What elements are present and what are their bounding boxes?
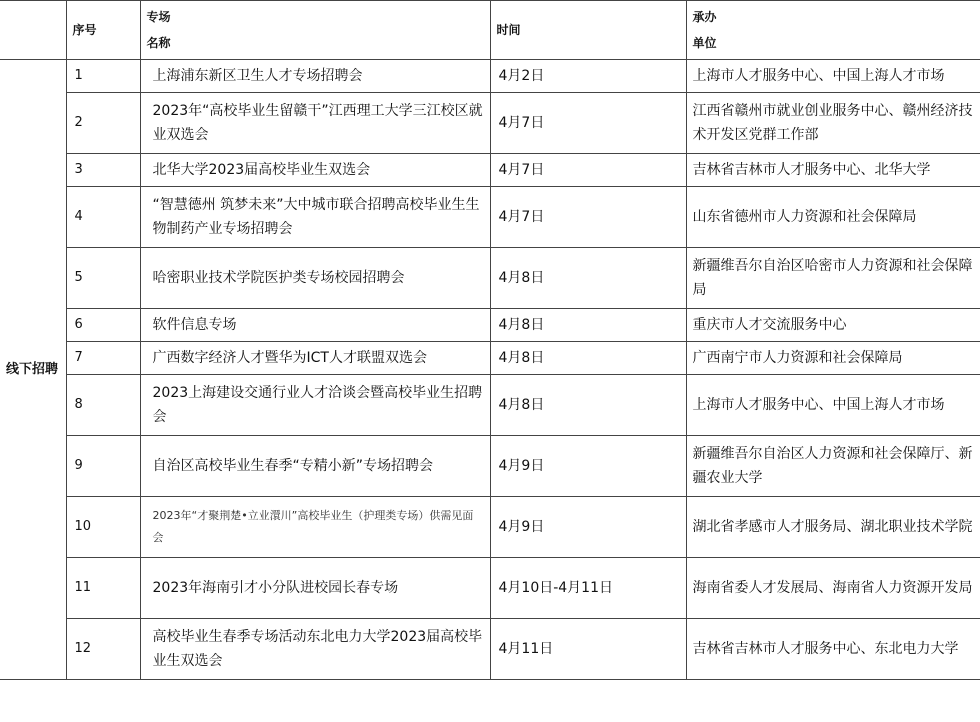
row-time: 4月8日 xyxy=(490,375,686,436)
table-row xyxy=(0,93,980,154)
row-org: 吉林省吉林市人才服务中心、北华大学 xyxy=(686,154,980,187)
row-name: “智慧德州 筑梦未来”大中城市联合招聘高校毕业生生物制药产业专场招聘会 xyxy=(140,187,490,248)
row-name: 2023年“高校毕业生留赣干”江西理工大学三江校区就业双选会 xyxy=(140,93,490,154)
row-no: 11 xyxy=(66,558,140,619)
row-name: 2023年海南引才小分队进校园长春专场 xyxy=(140,558,490,619)
group-label-cell xyxy=(0,60,66,680)
row-name: 上海浦东新区卫生人才专场招聘会 xyxy=(140,60,490,93)
row-time: 4月7日 xyxy=(490,187,686,248)
row-org: 重庆市人才交流服务中心 xyxy=(686,309,980,342)
row-no: 4 xyxy=(66,187,140,248)
table-row xyxy=(0,619,980,680)
table-row xyxy=(0,248,980,309)
table-row xyxy=(0,154,980,187)
row-name: 自治区高校毕业生春季“专精小新”专场招聘会 xyxy=(140,436,490,497)
row-time: 4月8日 xyxy=(490,309,686,342)
row-name: 高校毕业生春季专场活动东北电力大学2023届高校毕业生双选会 xyxy=(140,619,490,680)
header-name-line2: 名称 xyxy=(146,36,171,50)
row-time: 4月2日 xyxy=(490,60,686,93)
header-org xyxy=(686,1,980,60)
row-time: 4月8日 xyxy=(490,248,686,309)
header-time: 时间 xyxy=(490,1,686,60)
table-header-row xyxy=(0,1,980,60)
table-row xyxy=(0,558,980,619)
row-org: 新疆维吾尔自治区哈密市人力资源和社会保障局 xyxy=(686,248,980,309)
row-no: 3 xyxy=(66,154,140,187)
row-name: 广西数字经济人才暨华为ICT人才联盟双选会 xyxy=(140,342,490,375)
row-no: 9 xyxy=(66,436,140,497)
header-type-cell xyxy=(0,1,66,60)
row-no: 2 xyxy=(66,93,140,154)
row-org: 山东省德州市人力资源和社会保障局 xyxy=(686,187,980,248)
row-no: 12 xyxy=(66,619,140,680)
row-org: 广西南宁市人力资源和社会保障局 xyxy=(686,342,980,375)
row-time: 4月9日 xyxy=(490,436,686,497)
row-no: 5 xyxy=(66,248,140,309)
row-org: 海南省委人才发展局、海南省人力资源开发局 xyxy=(686,558,980,619)
row-no: 1 xyxy=(66,60,140,93)
table-row xyxy=(0,309,980,342)
header-org-line2: 单位 xyxy=(692,36,717,50)
group-label: 线下招聘 xyxy=(6,361,59,377)
table-row xyxy=(0,375,980,436)
row-name: 2023上海建设交通行业人才洽谈会暨高校毕业生招聘会 xyxy=(140,375,490,436)
row-org: 上海市人才服务中心、中国上海人才市场 xyxy=(686,60,980,93)
row-org: 新疆维吾尔自治区人力资源和社会保障厅、新疆农业大学 xyxy=(686,436,980,497)
table-row xyxy=(0,436,980,497)
row-time: 4月11日 xyxy=(490,619,686,680)
row-time: 4月10日-4月11日 xyxy=(490,558,686,619)
row-no: 6 xyxy=(66,309,140,342)
row-name: 软件信息专场 xyxy=(140,309,490,342)
row-org: 吉林省吉林市人才服务中心、东北电力大学 xyxy=(686,619,980,680)
header-name-line1: 专场 xyxy=(146,10,171,24)
row-no: 10 xyxy=(66,497,140,558)
row-name: 北华大学2023届高校毕业生双选会 xyxy=(140,154,490,187)
table-row xyxy=(0,187,980,248)
row-time: 4月9日 xyxy=(490,497,686,558)
row-name: 2023年“才聚荆楚•立业澴川”高校毕业生（护理类专场）供需见面会 xyxy=(140,497,490,558)
row-time: 4月8日 xyxy=(490,342,686,375)
table-row xyxy=(0,342,980,375)
row-time: 4月7日 xyxy=(490,93,686,154)
header-name xyxy=(140,1,490,60)
row-no: 7 xyxy=(66,342,140,375)
row-org: 上海市人才服务中心、中国上海人才市场 xyxy=(686,375,980,436)
row-no: 8 xyxy=(66,375,140,436)
row-time: 4月7日 xyxy=(490,154,686,187)
row-org: 江西省赣州市就业创业服务中心、赣州经济技术开发区党群工作部 xyxy=(686,93,980,154)
row-name: 哈密职业技术学院医护类专场校园招聘会 xyxy=(140,248,490,309)
header-no: 序号 xyxy=(66,1,140,60)
row-org: 湖北省孝感市人才服务局、湖北职业技术学院 xyxy=(686,497,980,558)
header-org-line1: 承办 xyxy=(692,10,717,24)
table-row xyxy=(0,60,980,93)
table-row xyxy=(0,497,980,558)
